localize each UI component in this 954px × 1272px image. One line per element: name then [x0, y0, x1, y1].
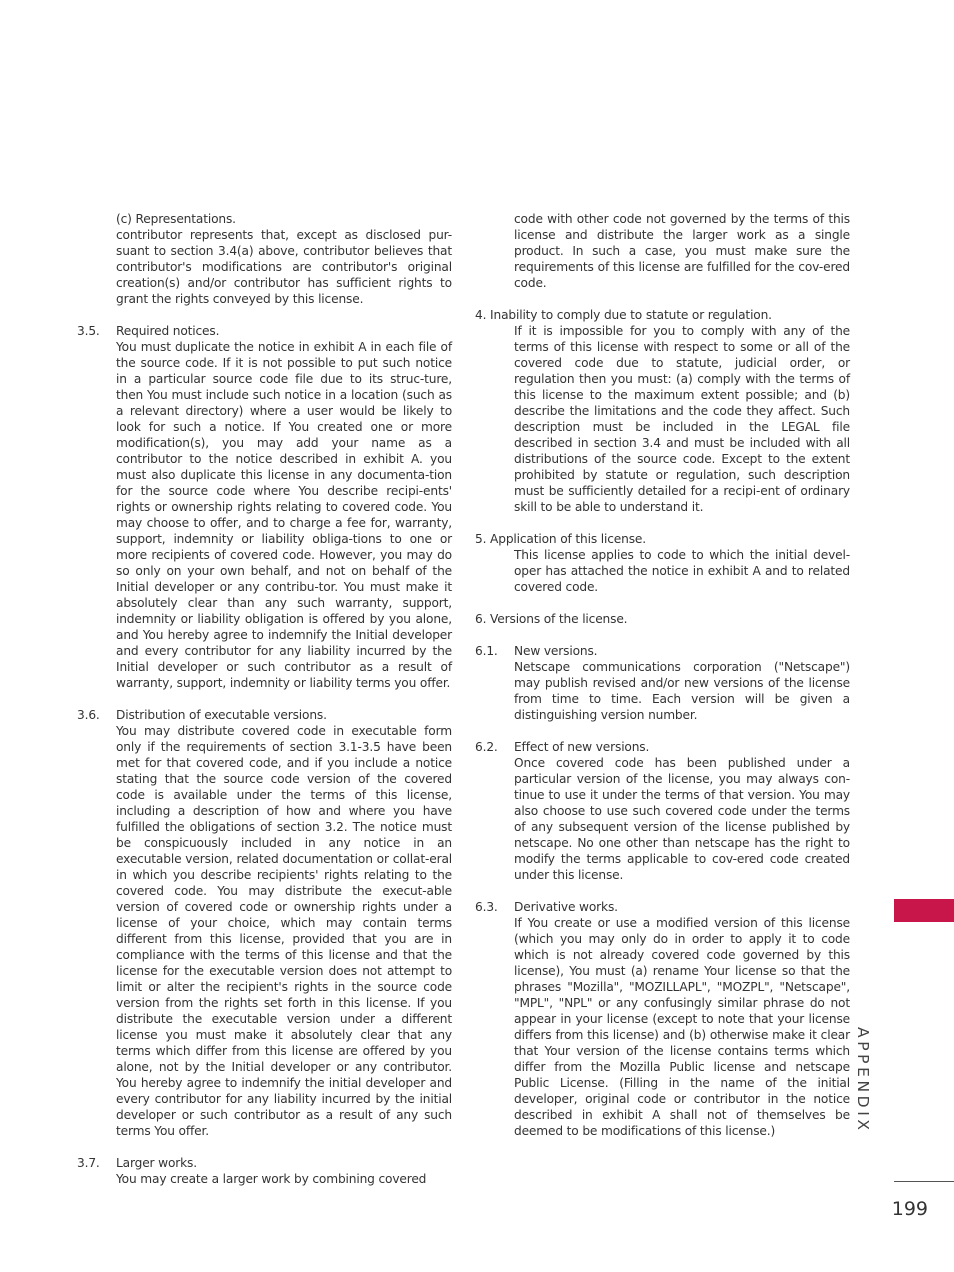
- section-title: Derivative works.: [514, 900, 618, 914]
- section-3-6: [77, 707, 452, 1139]
- section-text: If it is impossible for you to comply with any of the terms of this license with respect to some or all of the covered code due to statute, judicial order, or regulation then you must: (a) comply with the terms of this license to the maximum extent possible; and (b) describe the limitations and the code they affect. Such description must be included in the LEGAL file described in section 3.4 and must be included with all distributions of the source code. Except to the extent prohibited by statute or regulation, such description must be sufficiently detailed for a recipi-ent of ordinary skill to be able to understand it.: [514, 324, 850, 514]
- section-number: 6.3.: [475, 900, 498, 914]
- appendix-color-tab: [894, 899, 954, 922]
- page-number: 199: [891, 1198, 928, 1220]
- section-title: New versions.: [514, 644, 598, 658]
- section-text: This license applies to code to which the initial devel-oper has attached the notice in exhibit A and to related covered code.: [514, 548, 850, 594]
- section-title: 5. Application of this license.: [475, 532, 646, 546]
- section-title: Effect of new versions.: [514, 740, 650, 754]
- section-number: 3.7.: [77, 1156, 100, 1170]
- appendix-side-label: APPENDIX: [854, 1027, 872, 1134]
- section-number: 6.1.: [475, 644, 498, 658]
- section-3-7: [77, 1155, 452, 1187]
- left-column: [77, 211, 452, 1203]
- section-6-2: [475, 739, 850, 883]
- section-number: 6.2.: [475, 740, 498, 754]
- page-number-divider: [894, 1181, 954, 1182]
- section-text: You must duplicate the notice in exhibit A in each file of the source code. If it is not possible to put such notice in a particular source code file due to its struc-ture, then You must include such notice in a location (such as a relevant directory) where a user would be likely to look for such a notice. If You created one or more modification(s), you may add your name as a contributor to the notice described in exhibit A. you must also duplicate this license in any documenta-tion for the source code where You describe recipi-ents' rights or ownership rights relating to covered code. You may choose to offer, and to charge a fee for, warranty, support, indemnity or liability obliga-tions to one or more recipients of covered code. However, you may do so only on your own behalf, and not on behalf of the Initial developer or any contribu-tor. You must make it absolutely clear than any such warranty, support, indemnity or liability obligation is offered by you alone, and You hereby agree to indemnify the Initial developer and every contributor for any liability incurred by the Initial developer or such contributor as a result of warranty, support, indemnity or liability terms you offer.: [116, 340, 452, 690]
- representations-section: [77, 211, 452, 307]
- section-number: 3.5.: [77, 324, 100, 338]
- section-6-3: [475, 899, 850, 1139]
- section-text: You may create a larger work by combining covered: [116, 1172, 427, 1186]
- section-text: Netscape communications corporation ("Netscape") may publish revised and/or new versions of the license from time to time. Each version will be given a distinguishing version number.: [514, 660, 850, 722]
- section-text: code with other code not governed by the terms of this license and distribute the larger work as a single product. In such a case, you must make sure the requirements of this license are fulfilled for the cov-ered code.: [514, 212, 850, 290]
- section-title: Required notices.: [116, 324, 220, 338]
- larger-works-continuation: [475, 211, 850, 291]
- section-6-1: [475, 643, 850, 723]
- section-title: (c) Representations.: [116, 212, 236, 226]
- section-number: 3.6.: [77, 708, 100, 722]
- section-title: 6. Versions of the license.: [475, 612, 628, 626]
- section-6-heading: [475, 611, 850, 627]
- section-5: [475, 531, 850, 595]
- section-title: Larger works.: [116, 1156, 197, 1170]
- right-column: [475, 211, 850, 1155]
- section-title: 4. Inability to comply due to statute or regulation.: [475, 308, 772, 322]
- section-title: Distribution of executable versions.: [116, 708, 327, 722]
- section-4: [475, 307, 850, 515]
- section-text: Once covered code has been published under a particular version of the license, you may always con-tinue to use it under the terms of that version. You may also choose to use such covered code under the terms of any subsequent version of the license published by netscape. No one other than netscape has the right to modify the terms applicable to cov-ered code created under this license.: [514, 756, 850, 882]
- section-3-5: [77, 323, 452, 691]
- section-text: If You create or use a modified version of this license (which you may only do in order to apply it to code which is not already covered code governed by this license), You must (a) rename Your license so that the phrases "Mozilla", "MOZILLAPL", "MOZPL", "Netscape", "MPL", "NPL" or any confusingly similar phrase do not appear in your license (except to note that your license differs from this license) and (b) otherwise make it clear that Your version of the license contains terms which differ from the Mozilla Public license and netscape Public License. (Filling in the name of the initial developer, original code or contributor in the notice described in exhibit A shall not of themselves be deemed to be modifications of this license.): [514, 916, 850, 1138]
- section-text: You may distribute covered code in executable form only if the requirements of section 3.1-3.5 have been met for that covered code, and if you include a notice stating that the source code version of the covered code is available under the terms of this license, including a description of how and where you have fulfilled the obligations of section 3.2. The notice must be conspicuously included in any notice in an executable version, related documentation or collat-eral in which you describe recipients' rights relating to the covered code. You may distribute the execut-able version of covered code or ownership rights under a license of your choice, which may contain terms different from this license, provided that you are in compliance with the terms of this license and that the license for the executable version does not attempt to limit or alter the recipient's rights in the source code version from the rights set forth in this license. If you distribute the executable version under a different license you must make it absolutely clear that any terms which differ from this license are offered by you alone, not by the Initial developer or any contributor. You hereby agree to indemnify the initial developer and every contributor for any liability incurred by the initial developer or such contributor as a result of any such terms You offer.: [116, 724, 452, 1138]
- section-text: contributor represents that, except as disclosed pur-suant to section 3.4(a) above, contributor believes that contributor's modifications are contributor's original creation(s) and/or contributor has sufficient rights to grant the rights conveyed by this license.: [116, 228, 452, 306]
